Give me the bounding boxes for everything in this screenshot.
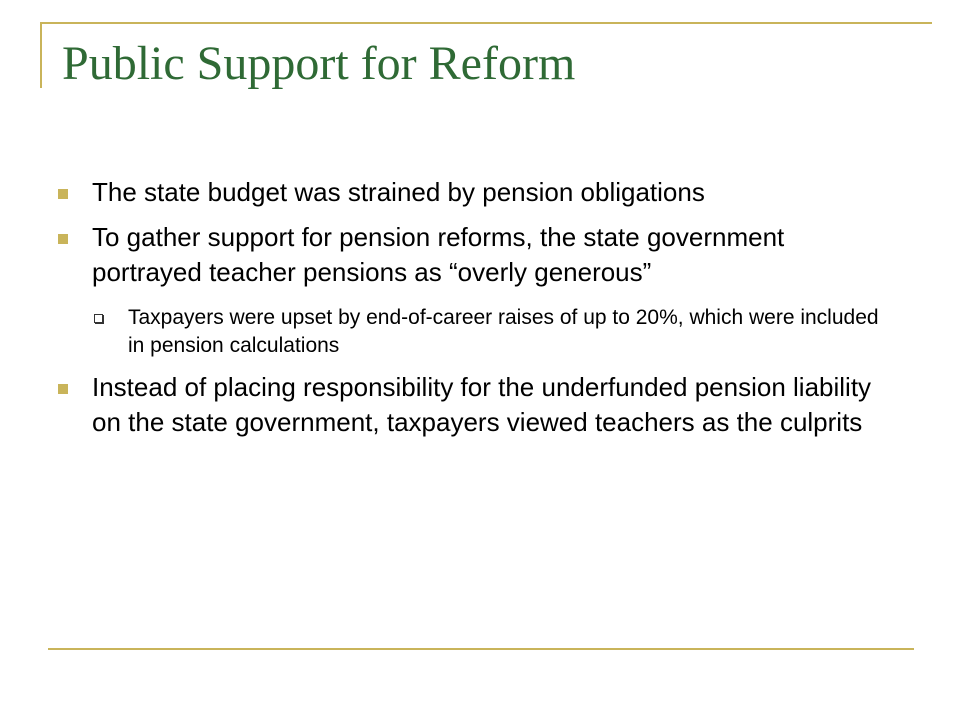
frame-bottom-rule — [48, 648, 914, 650]
bullet-item — [58, 175, 898, 210]
square-bullet-icon — [58, 189, 68, 199]
bullet-text: The state budget was strained by pension obligations — [92, 177, 705, 207]
frame-left-rule — [40, 22, 42, 88]
bullet-text: To gather support for pension reforms, the state government portrayed teacher pensions as “overly generous” — [92, 222, 785, 287]
bullet-list — [58, 175, 898, 450]
bullet-text: Instead of placing responsibility for the underfunded pension liability on the state government, taxpayers viewed teachers as the culprits — [92, 372, 872, 437]
sub-bullet-list — [92, 304, 898, 360]
bullet-item — [58, 370, 898, 440]
bullet-item — [58, 220, 898, 360]
slide-title: Public Support for Reform — [62, 37, 576, 90]
square-bullet-icon — [58, 234, 68, 244]
square-bullet-icon — [58, 384, 68, 394]
sub-bullet-text: Taxpayers were upset by end-of-career raises of up to 20%, which were included in pension calculations — [128, 306, 879, 357]
sub-bullet-item — [92, 304, 898, 360]
hollow-square-bullet-icon — [94, 314, 103, 323]
frame-top-rule — [40, 22, 932, 24]
